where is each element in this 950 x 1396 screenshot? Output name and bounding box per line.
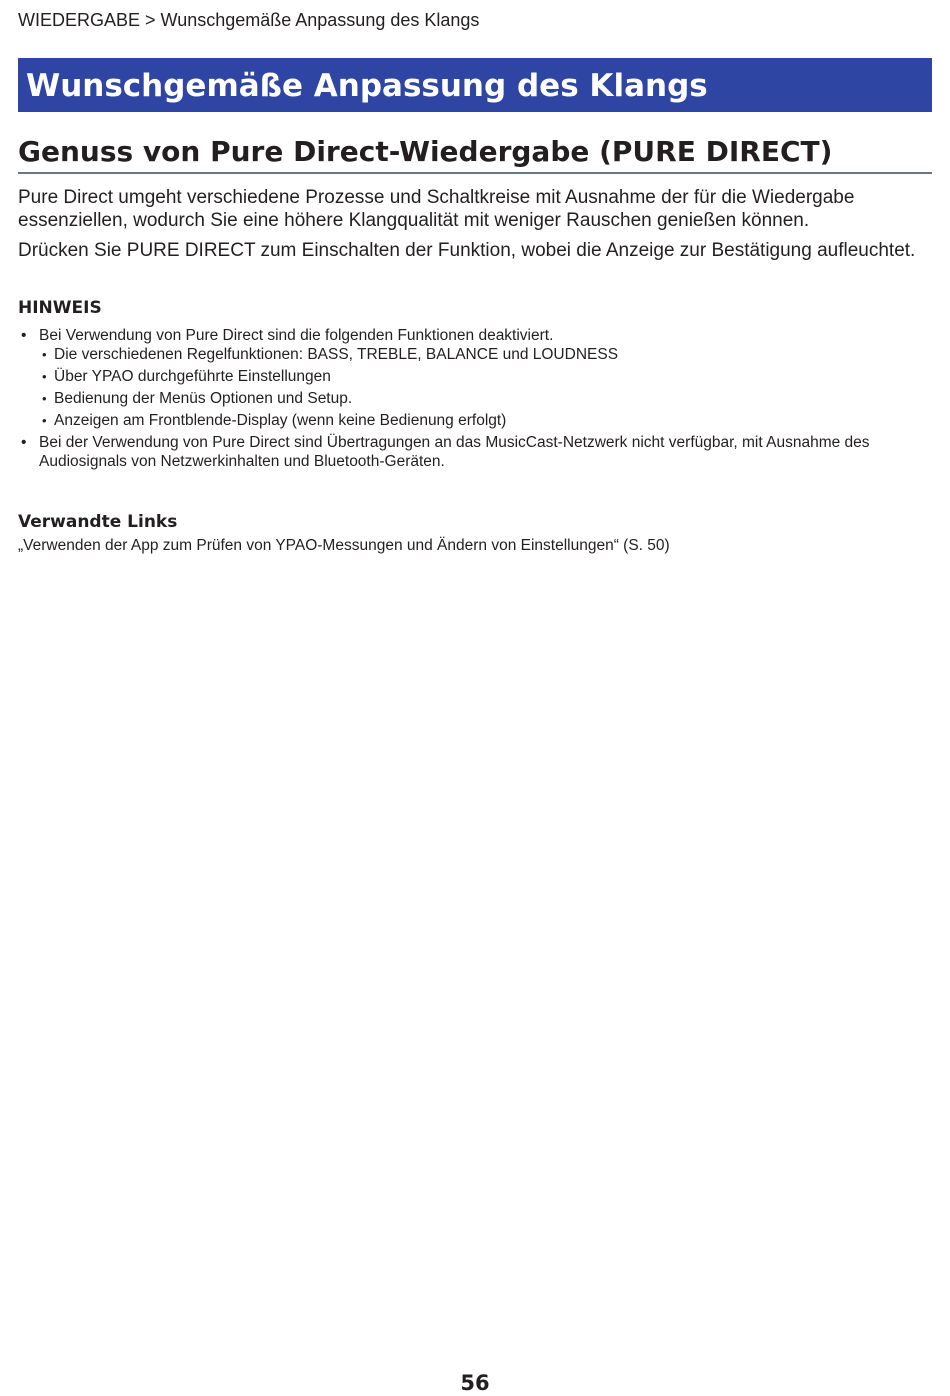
note-sub-item: [39, 345, 932, 364]
note-item-text: Bei Verwendung von Pure Direct sind die folgenden Funktionen deaktiviert.: [39, 327, 554, 344]
bullet-icon: •: [42, 413, 47, 428]
note-sub-item-text: Über YPAO durchgeführte Einstellungen: [54, 368, 331, 385]
section-title: Genuss von Pure Direct-Wiedergabe (PURE DIRECT): [18, 134, 932, 174]
note-item-text: Bei der Verwendung von Pure Direct sind Übertragungen an das MusicCast-Netzwerk nicht verfügbar, mit Ausnahme des Audiosignals von Netzwerkinhalten und Bluetooth-Geräten.: [39, 434, 870, 470]
body-paragraph-2: Drücken Sie PURE DIRECT zum Einschalten der Funktion, wobei die Anzeige zur Bestätigung aufleuchtet.: [18, 240, 916, 261]
note-sub-item-text: Die verschiedenen Regelfunktionen: BASS, TREBLE, BALANCE und LOUDNESS: [54, 346, 619, 363]
note-list: [18, 326, 932, 474]
note-sub-item: [39, 411, 932, 430]
note-sub-list: [39, 345, 932, 430]
note-sub-item-text: Bedienung der Menüs Optionen und Setup.: [54, 390, 353, 407]
note-sub-item: [39, 389, 932, 408]
bullet-icon: •: [21, 434, 27, 451]
related-link[interactable]: „Verwenden der App zum Prüfen von YPAO-Messungen und Ändern von Einstellungen“ (S. 50): [18, 537, 670, 554]
chapter-banner: [18, 58, 932, 112]
page-number: 56: [460, 1371, 490, 1395]
bullet-icon: •: [42, 369, 47, 384]
breadcrumb: WIEDERGABE > Wunschgemäße Anpassung des Klangs: [18, 10, 480, 30]
bullet-icon: •: [21, 327, 27, 344]
note-sub-item: [39, 367, 932, 386]
chapter-title: Wunschgemäße Anpassung des Klangs: [26, 68, 708, 104]
bullet-icon: •: [42, 347, 47, 362]
note-heading: HINWEIS: [18, 298, 102, 318]
related-links-heading: Verwandte Links: [18, 512, 178, 532]
body-paragraph-1: Pure Direct umgeht verschiedene Prozesse und Schaltkreise mit Ausnahme der für die Wiedergabe essenziellen, wodurch Sie eine höhere Klangqualität mit weniger Rauschen genießen können.: [18, 187, 855, 231]
bullet-icon: •: [42, 391, 47, 406]
note-item: [18, 433, 932, 471]
note-item: [18, 326, 932, 430]
note-sub-item-text: Anzeigen am Frontblende-Display (wenn keine Bedienung erfolgt): [54, 412, 507, 429]
